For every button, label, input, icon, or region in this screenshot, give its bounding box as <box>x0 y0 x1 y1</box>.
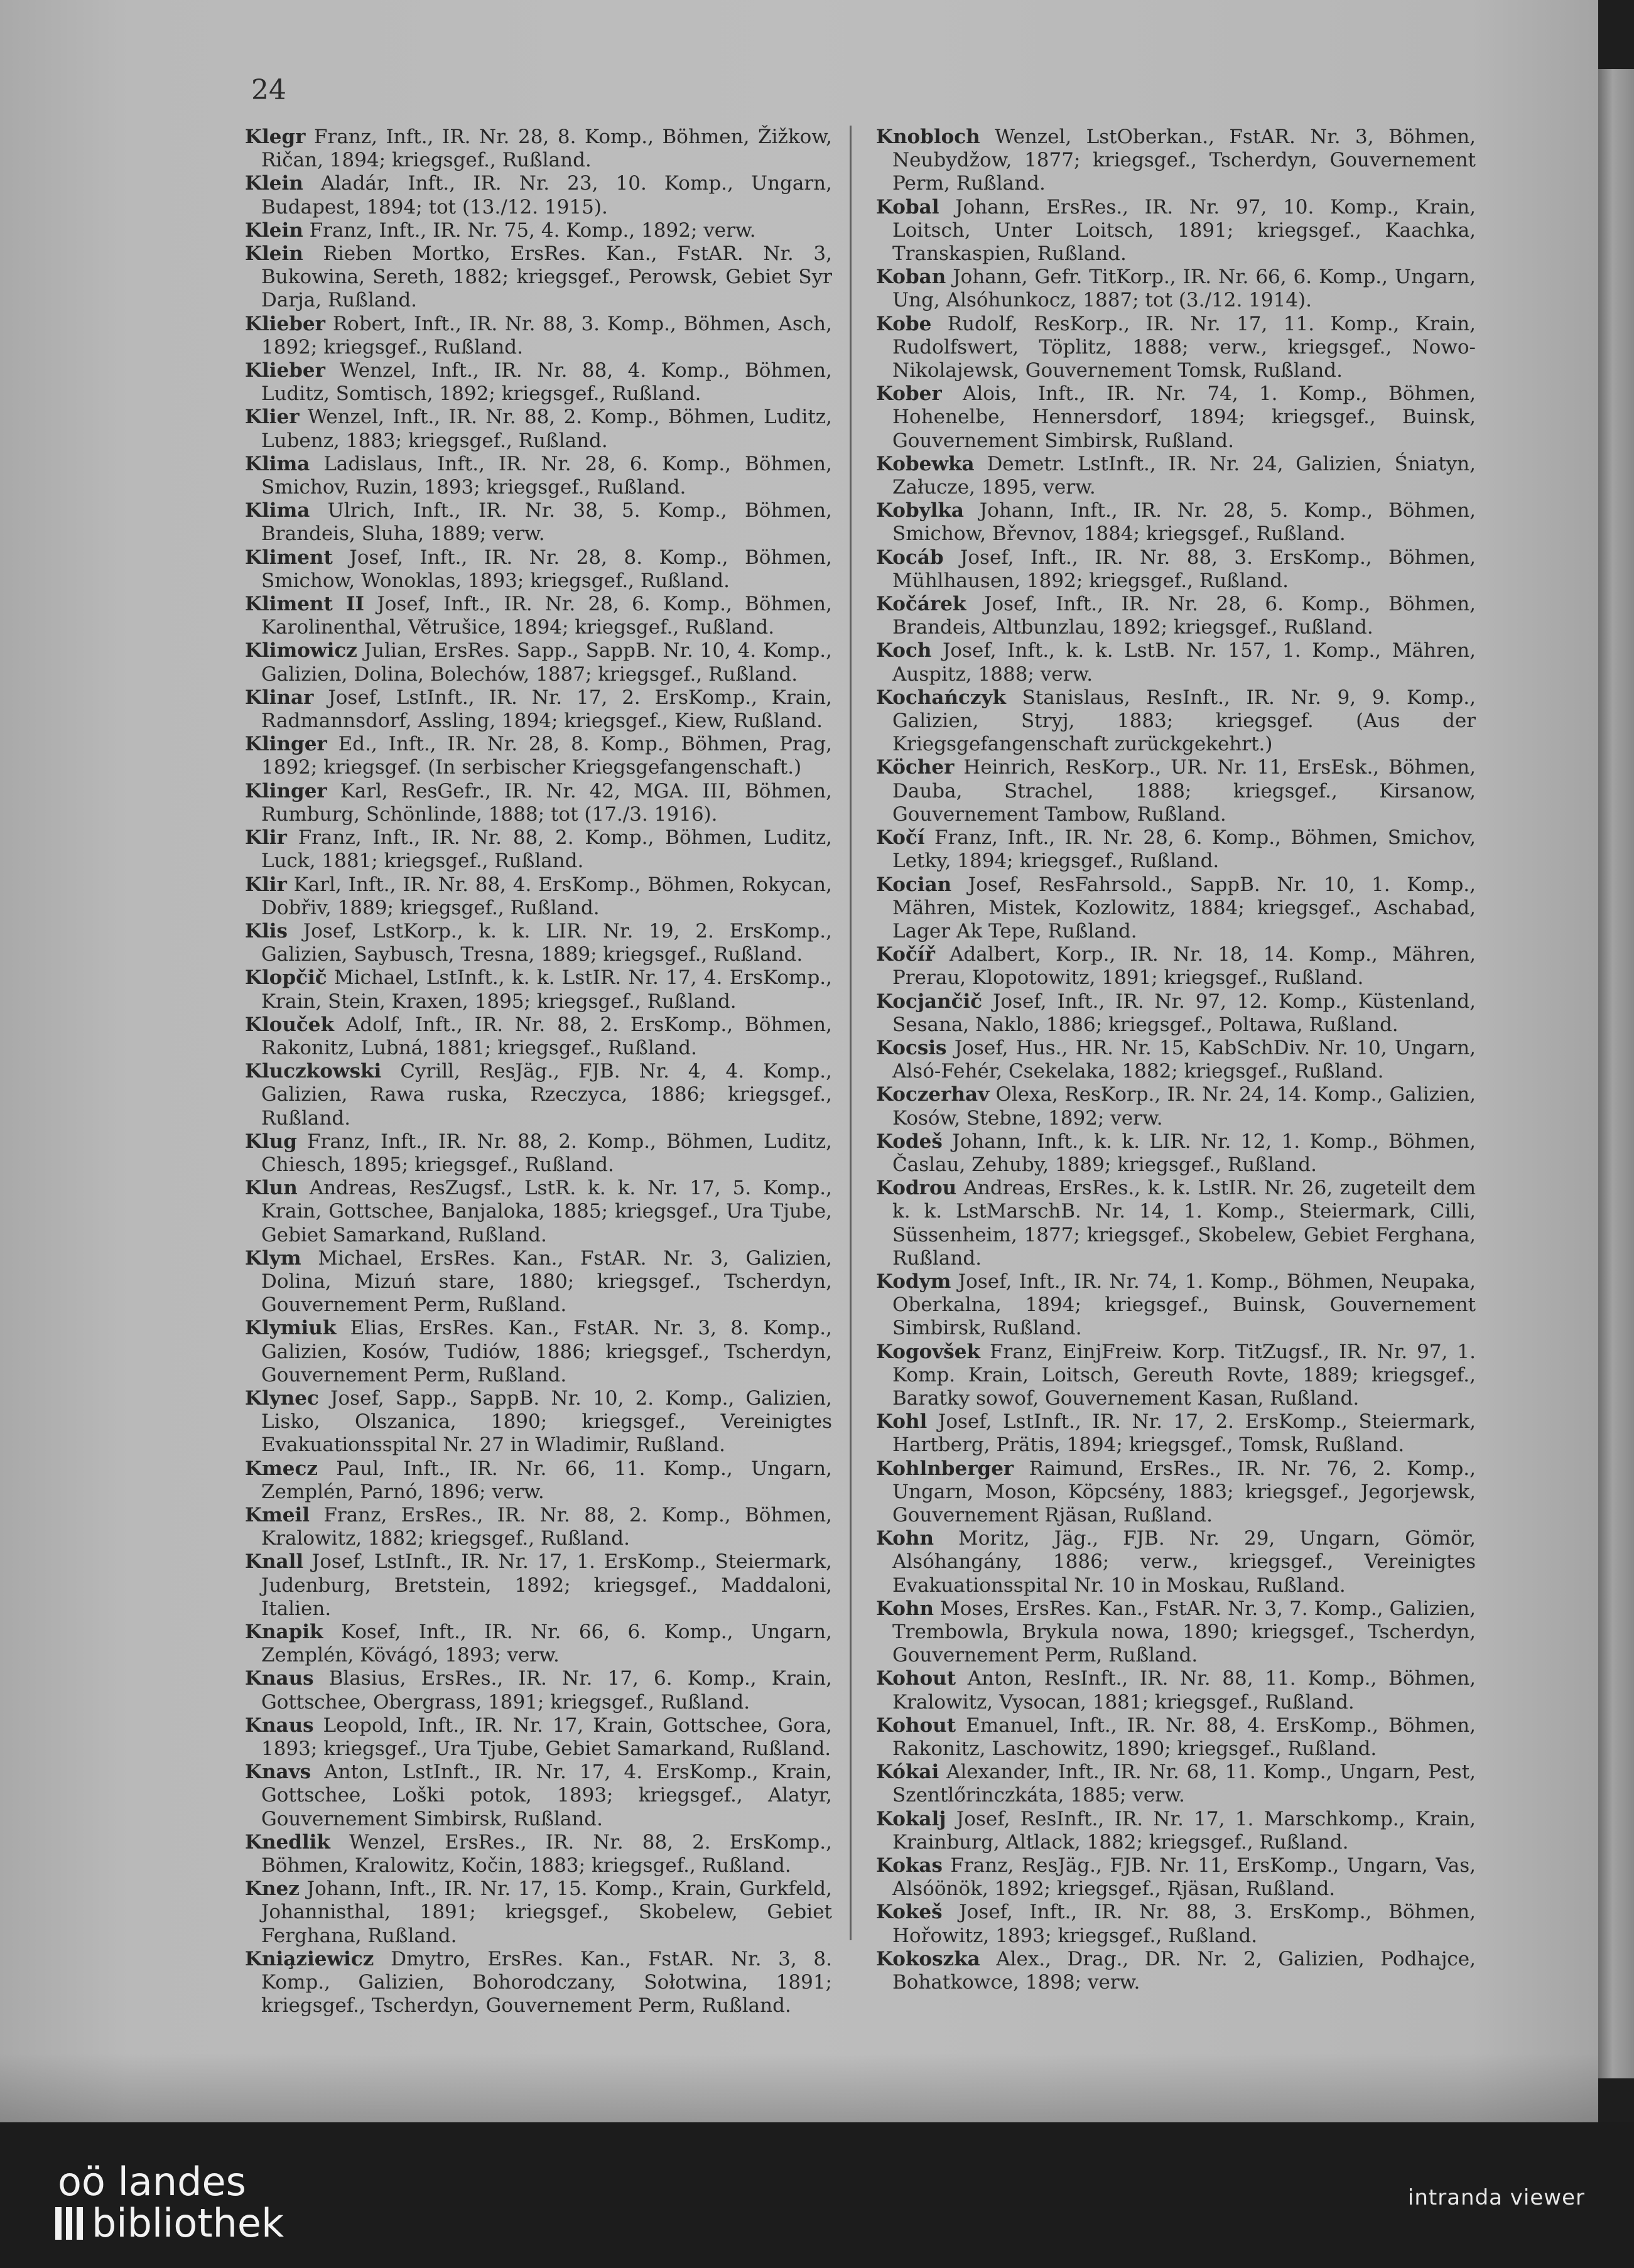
entry-details: Josef, Inft., IR. Nr. 28, 8. Komp., Böhmen, Smichow, Wonoklas, 1893; kriegsgef., Rußland. <box>261 546 833 592</box>
entry-details: Johann, Gefr. TitKorp., IR. Nr. 66, 6. Komp., Ungarn, Ung, Alsóhunkocz, 1887; tot (3./12. 1914). <box>892 266 1476 312</box>
entry-details: Andreas, ResZugsf., LstR. k. k. Nr. 17, 5. Komp., Krain, Gottschee, Banjaloka, 1885; kriegsgef., Ura Tjube, Gebiet Samarkand, Rußland. <box>261 1177 833 1246</box>
entry-surname: Kliment <box>245 546 333 569</box>
register-entry <box>245 1247 832 1317</box>
entry-surname: Kmecz <box>245 1457 318 1480</box>
register-entry <box>245 826 832 873</box>
entry-details: Rieben Mortko, ErsRes. Kan., FstAR. Nr. 3, Bukowina, Sereth, 1882; kriegsgef., Perowsk, Gebiet Syr Darja, Rußland. <box>261 242 832 312</box>
register-entry <box>245 172 832 219</box>
register-entry <box>245 1060 832 1130</box>
entry-surname: Klouček <box>245 1013 335 1036</box>
register-entry <box>245 406 832 452</box>
register-entry <box>245 546 832 593</box>
entry-details: Franz, Inft., IR. Nr. 75, 4. Komp., 1892; verw. <box>309 219 756 242</box>
register-entry <box>876 873 1476 944</box>
entry-details: Josef, Sapp., SappB. Nr. 10, 2. Komp., Galizien, Lisko, Olszanica, 1890; kriegsgef., Vereinigtes Evakuationsspital Nr. 27 in Wladimir, Rußland. <box>261 1386 832 1457</box>
entry-surname: Kocjančič <box>876 990 983 1013</box>
entry-surname: Klein <box>245 172 303 195</box>
entry-details: Franz, ErsRes., IR. Nr. 88, 2. Komp., Böhmen, Kralowitz, 1882; kriegsgef., Rußland. <box>261 1503 832 1550</box>
entry-details: Alexander, Inft., IR. Nr. 68, 11. Komp., Ungarn, Pest, Szentlőrinczkáta, 1885; verw. <box>892 1761 1476 1807</box>
entry-surname: Klug <box>245 1130 297 1153</box>
entry-surname: Kocáb <box>876 546 944 569</box>
register-entry <box>245 1177 832 1247</box>
entry-details: Josef, Inft., IR. Nr. 28, 6. Komp., Böhmen, Brandeis, Altbunzlau, 1892; kriegsgef., Rußland. <box>892 593 1476 639</box>
entry-details: Josef, ResInft., IR. Nr. 17, 1. Marschkomp., Krain, Krainburg, Altlack, 1882; kriegsgef., Rußland. <box>892 1807 1476 1854</box>
entry-surname: Kober <box>876 382 942 406</box>
entry-surname: Kogovšek <box>876 1340 980 1363</box>
entry-details: Kosef, Inft., IR. Nr. 66, 6. Komp., Ungarn, Zemplén, Kövágó, 1893; verw. <box>261 1621 832 1667</box>
logo-text-line2: bibliothek <box>92 2200 284 2246</box>
entry-details: Josef, Inft., k. k. LstB. Nr. 157, 1. Komp., Mähren, Auspitz, 1888; verw. <box>892 639 1476 686</box>
register-entry <box>245 1130 832 1177</box>
entry-details: Raimund, ErsRes., IR. Nr. 76, 2. Komp., Ungarn, Moson, Köpcsény, 1883; kriegsgef., Jegorjewsk, Gouvernement Rjäsan, Rußland. <box>892 1457 1476 1526</box>
register-entry <box>245 1831 832 1877</box>
entry-details: Josef, Inft., IR. Nr. 88, 3. ErsKomp., Böhmen, Hořowitz, 1893; kriegsgef., Rußland. <box>892 1901 1476 1947</box>
register-entry <box>245 873 832 920</box>
entry-details: Franz, Inft., IR. Nr. 88, 2. Komp., Böhmen, Luditz, Chiesch, 1895; kriegsgef., Rußland. <box>261 1130 832 1176</box>
viewer-footer <box>0 2122 1634 2268</box>
entry-surname: Kluczkowski <box>245 1060 382 1083</box>
entry-surname: Kohlnberger <box>876 1457 1014 1480</box>
register-entry <box>876 126 1476 196</box>
entry-details: Josef, Inft., IR. Nr. 97, 12. Komp., Küstenland, Sesana, Naklo, 1886; kriegsgef., Poltawa, Rußland. <box>892 990 1476 1036</box>
register-entry <box>245 733 832 779</box>
entry-surname: Koczerhav <box>876 1083 990 1106</box>
register-entry <box>245 453 832 499</box>
register-entry <box>876 943 1476 990</box>
entry-surname: Klynec <box>245 1386 319 1410</box>
entry-surname: Klym <box>245 1246 301 1270</box>
entry-surname: Kokoszka <box>876 1947 980 1970</box>
register-entry <box>876 1410 1476 1457</box>
register-entry <box>245 1667 832 1714</box>
entry-details: Moritz, Jäg., FJB. Nr. 29, Ungarn, Gömör, Alsóhangány, 1886; verw., kriegsgef., Vereinigtes Evakuationsspital Nr. 10 in Moskau, Rußland. <box>892 1527 1476 1597</box>
entry-details: Robert, Inft., IR. Nr. 88, 3. Komp., Böhmen, Asch, 1892; kriegsgef., Rußland. <box>261 312 832 359</box>
entry-details: Adalbert, Korp., IR. Nr. 18, 14. Komp., Mähren, Prerau, Klopotowitz, 1891; kriegsgef., Rußland. <box>892 943 1476 990</box>
entry-surname: Kobal <box>876 195 939 219</box>
entry-details: Leopold, Inft., IR. Nr. 17, Krain, Gottschee, Gora, 1893; kriegsgef., Ura Tjube, Gebiet Samarkand, Rußland. <box>261 1714 832 1761</box>
entry-details: Anton, LstInft., IR. Nr. 17, 4. ErsKomp., Krain, Gottschee, Loški potok, 1893; kriegsgef., Alatyr, Gouvernement Simbirsk, Rußland. <box>261 1761 832 1830</box>
entry-surname: Kodym <box>876 1270 951 1293</box>
entry-surname: Kliment II <box>245 593 365 616</box>
register-entry <box>876 1527 1476 1597</box>
entry-surname: Kocsis <box>876 1036 947 1059</box>
entry-details: Karl, ResGefr., IR. Nr. 42, MGA. III, Böhmen, Rumburg, Schönlinde, 1888; tot (17./3. 1916). <box>261 779 832 826</box>
entry-surname: Knaus <box>245 1667 314 1690</box>
entry-surname: Klegr <box>245 126 306 148</box>
entry-details: Elias, ErsRes. Kan., FstAR. Nr. 3, 8. Komp., Galizien, Kosów, Tudiów, 1886; kriegsgef., Tscherdyn, Gouvernement Perm, Rußland. <box>261 1317 833 1386</box>
register-entry <box>876 313 1476 383</box>
entry-details: Alois, Inft., IR. Nr. 74, 1. Komp., Böhmen, Hohenelbe, Hennersdorf, 1894; kriegsgef., Buinsk, Gouvernement Simbirsk, Rußland. <box>892 382 1476 452</box>
entry-details: Heinrich, ResKorp., UR. Nr. 11, ErsEsk., Böhmen, Dauba, Strachel, 1888; kriegsgef., Kirsanow, Gouvernement Tambow, Rußland. <box>892 756 1476 826</box>
entry-details: Josef, LstInft., IR. Nr. 17, 2. ErsKomp., Krain, Radmannsdorf, Assling, 1894; kriegsgef., Kiew, Rußland. <box>261 686 832 733</box>
entry-details: Michael, LstInft., k. k. LstIR. Nr. 17, 4. ErsKomp., Krain, Stein, Kraxen, 1895; kriegsgef., Rußland. <box>261 966 832 1013</box>
library-logo[interactable] <box>55 2161 284 2244</box>
entry-details: Blasius, ErsRes., IR. Nr. 17, 6. Komp., Krain, Gottschee, Obergrass, 1891; kriegsgef., Rußland. <box>261 1667 832 1714</box>
entry-surname: Kocian <box>876 873 952 896</box>
entry-surname: Kohout <box>876 1667 956 1690</box>
adjacent-page-edge <box>1598 69 1634 2078</box>
register-entry <box>876 1948 1476 1994</box>
entry-surname: Knez <box>245 1877 300 1901</box>
logo-bars-icon <box>55 2207 83 2240</box>
entry-surname: Kmeil <box>245 1503 310 1526</box>
register-entry <box>876 546 1476 593</box>
entry-surname: Klir <box>245 826 287 850</box>
entry-surname: Kohout <box>876 1714 956 1737</box>
entry-details: Johann, Inft., IR. Nr. 17, 15. Komp., Krain, Gurkfeld, Johannisthal, 1891; kriegsgef., Skobelew, Gebiet Ferghana, Rußland. <box>261 1877 832 1947</box>
register-entry <box>245 1013 832 1060</box>
entry-surname: Kočíř <box>876 943 935 966</box>
entry-surname: Klima <box>245 452 310 475</box>
register-entry <box>245 966 832 1013</box>
entry-surname: Klinger <box>245 779 327 802</box>
register-entry <box>245 1457 832 1504</box>
entry-details: Aladár, Inft., IR. Nr. 23, 10. Komp., Ungarn, Budapest, 1894; tot (13./12. 1915). <box>261 172 832 219</box>
register-entry <box>245 780 832 826</box>
entry-details: Cyrill, ResJäg., FJB. Nr. 4, 4. Komp., Galizien, Rawa ruska, Rzeczyca, 1886; kriegsgef., Rußland. <box>261 1060 832 1130</box>
entry-surname: Knaus <box>245 1714 314 1737</box>
page-number: 24 <box>251 74 286 106</box>
register-entry <box>245 1714 832 1761</box>
entry-surname: Kohl <box>876 1410 928 1434</box>
entry-surname: Kohn <box>876 1597 934 1620</box>
register-entry <box>876 826 1476 873</box>
register-entry <box>876 1270 1476 1341</box>
register-entry <box>245 219 832 242</box>
register-entry <box>245 1387 832 1457</box>
register-entry <box>876 1177 1476 1270</box>
register-entry <box>876 1808 1476 1854</box>
left-column <box>245 126 832 2017</box>
register-entry <box>245 1317 832 1387</box>
entry-surname: Knedlik <box>245 1830 330 1854</box>
register-entry <box>876 1037 1476 1083</box>
entry-details: Andreas, ErsRes., k. k. LstIR. Nr. 26, zugeteilt dem k. k. LstMarschB. Nr. 14, 1. Komp., Steiermark, Cilli, Süssenheim, 1877; kriegsgef., Skobelew, Gebiet Ferghana, Rußland. <box>892 1177 1476 1270</box>
entry-details: Wenzel, ErsRes., IR. Nr. 88, 2. ErsKomp., Böhmen, Kralowitz, Kočin, 1883; kriegsgef., Rußland. <box>261 1830 832 1877</box>
register-entry <box>876 1341 1476 1411</box>
entry-details: Franz, EinjFreiw. Korp. TitZugsf., IR. Nr. 97, 1. Komp. Krain, Loitsch, Gereuth Rovte, 1889; kriegsgef., Baratky sowof, Gouvernement Kasan, Rußland. <box>892 1340 1476 1410</box>
entry-details: Adolf, Inft., IR. Nr. 88, 2. ErsKomp., Böhmen, Rakonitz, Lubná, 1881; kriegsgef., Rußland. <box>261 1013 832 1059</box>
entry-surname: Klimowicz <box>245 639 357 662</box>
entry-surname: Knobloch <box>876 126 980 148</box>
register-entry <box>876 1597 1476 1668</box>
register-entry <box>245 686 832 733</box>
entry-details: Josef, LstInft., IR. Nr. 17, 2. ErsKomp., Steiermark, Hartberg, Prätis, 1894; kriegsgef., Tomsk, Rußland. <box>892 1410 1476 1457</box>
entry-surname: Koch <box>876 639 932 662</box>
register-entry <box>245 593 832 639</box>
entry-details: Johann, Inft., IR. Nr. 28, 5. Komp., Böhmen, Smichow, Břevnov, 1884; kriegsgef., Rußland. <box>892 499 1476 546</box>
register-entry <box>245 1621 832 1667</box>
entry-details: Paul, Inft., IR. Nr. 66, 11. Komp., Ungarn, Zemplén, Parnó, 1896; verw. <box>261 1457 832 1503</box>
entry-details: Josef, LstInft., IR. Nr. 17, 1. ErsKomp., Steiermark, Judenburg, Bretstein, 1892; kriegsgef., Maddaloni, Italien. <box>261 1550 833 1620</box>
entry-surname: Kochańczyk <box>876 686 1006 709</box>
register-entry <box>876 1714 1476 1761</box>
register-entry <box>245 1877 832 1948</box>
entry-surname: Knall <box>245 1550 304 1574</box>
entry-surname: Klier <box>245 406 300 429</box>
entry-surname: Klieber <box>245 312 325 335</box>
entry-surname: Kodrou <box>876 1177 957 1200</box>
register-entry <box>876 499 1476 546</box>
entry-details: Ulrich, Inft., IR. Nr. 38, 5. Komp., Böhmen, Brandeis, Sluha, 1889; verw. <box>261 499 832 546</box>
entry-details: Anton, ResInft., IR. Nr. 88, 11. Komp., Böhmen, Kralowitz, Vysocan, 1881; kriegsgef., Rußland. <box>892 1667 1476 1714</box>
entry-surname: Knavs <box>245 1761 311 1784</box>
entry-details: Franz, Inft., IR. Nr. 28, 6. Komp., Böhmen, Smichov, Letky, 1894; kriegsgef., Rußland. <box>892 826 1476 873</box>
entry-surname: Klymiuk <box>245 1317 337 1340</box>
register-entry <box>245 313 832 359</box>
entry-surname: Kobe <box>876 312 932 335</box>
entry-details: Johann, Inft., k. k. LIR. Nr. 12, 1. Komp., Böhmen, Časlau, Zehuby, 1889; kriegsgef., Rußland. <box>892 1130 1476 1176</box>
entry-details: Josef, LstKorp., k. k. LIR. Nr. 19, 2. ErsKomp., Galizien, Saybusch, Tresna, 1889; kriegsgef., Rußland. <box>261 919 832 966</box>
entry-details: Josef, Inft., IR. Nr. 74, 1. Komp., Böhmen, Neupaka, Oberkalna, 1894; kriegsgef., Buinsk, Gouvernement Simbirsk, Rußland. <box>892 1270 1476 1340</box>
entry-details: Josef, Inft., IR. Nr. 28, 6. Komp., Böhmen, Karolinenthal, Větrušice, 1894; kriegsgef., Rußland. <box>261 593 833 639</box>
entry-details: Olexa, ResKorp., IR. Nr. 24, 14. Komp., Galizien, Kosów, Stebne, 1892; verw. <box>892 1083 1476 1130</box>
entry-surname: Klieber <box>245 359 325 382</box>
entry-details: Emanuel, Inft., IR. Nr. 88, 4. ErsKomp., Böhmen, Rakonitz, Laschowitz, 1890; kriegsgef., Rußland. <box>892 1714 1476 1761</box>
entry-surname: Kokeš <box>876 1901 943 1924</box>
entry-surname: Klinar <box>245 686 314 709</box>
entry-surname: Klopčič <box>245 966 327 990</box>
entry-details: Josef, Hus., HR. Nr. 15, KabSchDiv. Nr. 10, Ungarn, Alsó-Fehér, Csekelaka, 1882; kriegsgef., Rußland. <box>892 1036 1476 1083</box>
register-entry <box>245 1761 832 1831</box>
register-entry <box>245 920 832 966</box>
entry-surname: Kočárek <box>876 593 966 616</box>
entry-surname: Kobylka <box>876 499 964 522</box>
viewer-name[interactable]: intranda viewer <box>1407 2185 1585 2210</box>
entry-details: Johann, ErsRes., IR. Nr. 97, 10. Komp., Krain, Loitsch, Unter Loitsch, 1891; kriegsgef., Kaachka, Transkaspien, Rußland. <box>892 195 1476 266</box>
entry-details: Wenzel, LstOberkan., FstAR. Nr. 3, Böhmen, Neubydžow, 1877; kriegsgef., Tscherdyn, Gouvernement Perm, Rußland. <box>892 126 1476 195</box>
register-entry <box>876 1130 1476 1177</box>
entry-surname: Kókai <box>876 1761 939 1784</box>
register-entry <box>876 1667 1476 1714</box>
register-entry <box>876 686 1476 757</box>
entry-details: Karl, Inft., IR. Nr. 88, 4. ErsKomp., Böhmen, Rokycan, Dobřiv, 1889; kriegsgef., Rußland. <box>261 873 832 919</box>
register-entry <box>876 1083 1476 1130</box>
entry-surname: Koban <box>876 266 946 289</box>
entry-details: Ladislaus, Inft., IR. Nr. 28, 6. Komp., Böhmen, Smichov, Ruzin, 1893; kriegsgef., Rußland. <box>261 452 833 499</box>
entry-surname: Kohn <box>876 1527 934 1550</box>
register-entry <box>876 382 1476 453</box>
entry-surname: Kokalj <box>876 1807 946 1830</box>
register-entry <box>876 1901 1476 1947</box>
entry-surname: Kočí <box>876 826 925 850</box>
entry-details: Moses, ErsRes. Kan., FstAR. Nr. 3, 7. Komp., Galizien, Trembowla, Brykula nowa, 1890; kriegsgef., Tscherdyn, Gouvernement Perm, Rußland. <box>892 1597 1476 1667</box>
entry-surname: Klir <box>245 873 287 896</box>
register-entry <box>876 756 1476 826</box>
entry-details: Ed., Inft., IR. Nr. 28, 8. Komp., Böhmen, Prag, 1892; kriegsgef. (In serbischer Kriegsgefangenschaft.) <box>261 733 832 779</box>
register-entry <box>245 1550 832 1621</box>
entry-surname: Klinger <box>245 733 327 756</box>
entry-surname: Klima <box>245 499 310 522</box>
register-entry <box>245 1948 832 2018</box>
register-entry <box>876 1854 1476 1901</box>
entry-surname: Knia̧ziewicz <box>245 1947 374 1970</box>
entry-surname: Knapik <box>245 1621 323 1643</box>
register-entry <box>876 453 1476 499</box>
register-entry <box>245 499 832 546</box>
right-column <box>876 126 1476 1994</box>
entry-details: Demetr. LstInft., IR. Nr. 24, Galizien, Śniatyn, Załucze, 1895, verw. <box>892 452 1476 499</box>
entry-details: Wenzel, Inft., IR. Nr. 88, 4. Komp., Böhmen, Luditz, Somtisch, 1892; kriegsgef., Rußland. <box>261 359 832 406</box>
entry-surname: Kobewka <box>876 452 975 475</box>
entry-details: Franz, Inft., IR. Nr. 28, 8. Komp., Böhmen, Žižkow, Ričan, 1894; kriegsgef., Rußland. <box>261 126 832 172</box>
register-entry <box>245 359 832 406</box>
entry-details: Franz, Inft., IR. Nr. 88, 2. Komp., Böhmen, Luditz, Luck, 1881; kriegsgef., Rußland. <box>261 826 833 873</box>
entry-details: Alex., Drag., DR. Nr. 2, Galizien, Podhajce, Bohatkowce, 1898; verw. <box>892 1947 1476 1994</box>
entry-details: Julian, ErsRes. Sapp., SappB. Nr. 10, 4. Komp., Galizien, Dolina, Bolechów, 1887; kriegsgef., Rußland. <box>261 639 833 686</box>
register-entry <box>876 266 1476 312</box>
register-entry <box>876 593 1476 639</box>
register-entry <box>245 242 832 313</box>
entry-surname: Kodeš <box>876 1130 943 1153</box>
entry-surname: Klein <box>245 219 303 242</box>
register-entry <box>876 639 1476 686</box>
entry-details: Josef, Inft., IR. Nr. 88, 3. ErsKomp., Böhmen, Mühlhausen, 1892; kriegsgef., Rußland. <box>892 546 1476 592</box>
register-entry <box>876 1457 1476 1528</box>
register-entry <box>876 196 1476 266</box>
register-entry <box>876 1761 1476 1807</box>
entry-surname: Klis <box>245 919 288 942</box>
register-entry <box>876 990 1476 1037</box>
entry-surname: Klein <box>245 242 303 266</box>
entry-surname: Klun <box>245 1177 298 1200</box>
entry-details: Josef, ResFahrsold., SappB. Nr. 10, 1. Komp., Mähren, Mistek, Kozlowitz, 1884; kriegsgef., Aschabad, Lager Ak Tepe, Rußland. <box>892 873 1476 942</box>
register-entry <box>245 126 832 172</box>
register-entry <box>245 639 832 686</box>
entry-surname: Köcher <box>876 756 955 779</box>
entry-surname: Kokas <box>876 1854 943 1877</box>
entry-details: Michael, ErsRes. Kan., FstAR. Nr. 3, Galizien, Dolina, Mizuń stare, 1880; kriegsgef., Tscherdyn, Gouvernement Perm, Rußland. <box>261 1246 832 1317</box>
entry-details: Rudolf, ResKorp., IR. Nr. 17, 11. Komp., Krain, Rudolfswert, Töplitz, 1888; verw., kriegsgef., Nowo-Nikolajewsk, Gouvernement Tomsk, Rußland. <box>892 312 1476 382</box>
column-divider <box>850 126 852 1940</box>
entry-details: Dmytro, ErsRes. Kan., FstAR. Nr. 3, 8. Komp., Galizien, Bohorodczany, Sołotwina, 1891; kriegsgef., Tscherdyn, Gouvernement Perm, Rußland. <box>261 1947 832 2017</box>
entry-details: Franz, ResJäg., FJB. Nr. 11, ErsKomp., Ungarn, Vas, Alsóönök, 1892; kriegsgef., Rjäsan, Rußland. <box>892 1854 1476 1901</box>
logo-text-line1: oö landes <box>58 2159 246 2205</box>
entry-details: Stanislaus, ResInft., IR. Nr. 9, 9. Komp., Galizien, Stryj, 1883; kriegsgef. (Aus der Kriegsgefangenschaft zurückgekehrt.) <box>892 686 1476 756</box>
entry-details: Wenzel, Inft., IR. Nr. 88, 2. Komp., Böhmen, Luditz, Lubenz, 1883; kriegsgef., Rußland. <box>261 406 832 452</box>
register-entry <box>245 1504 832 1550</box>
